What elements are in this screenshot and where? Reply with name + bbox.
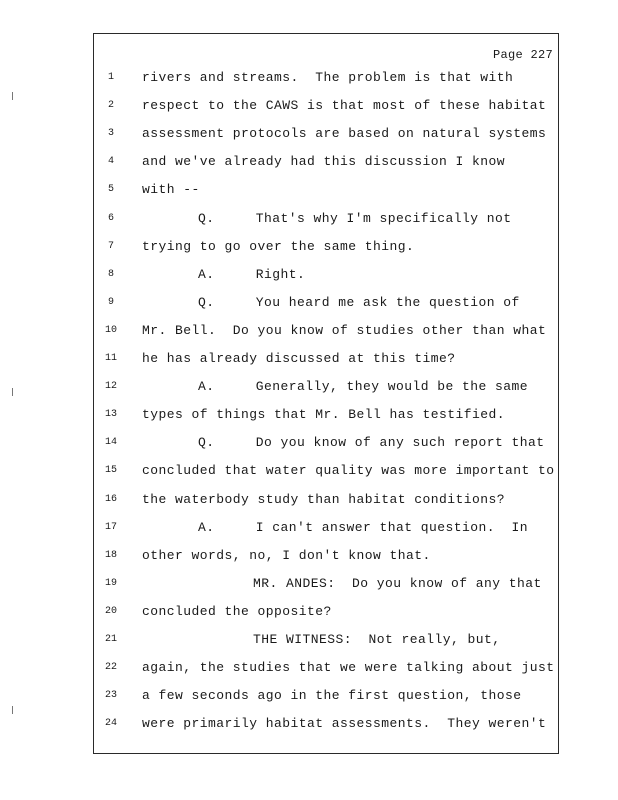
line-text: with -- [142, 182, 200, 198]
transcript-line [94, 377, 558, 397]
line-number: 18 [104, 549, 117, 561]
transcript-page [93, 33, 559, 754]
line-text: a few seconds ago in the first question, those [142, 688, 522, 704]
line-text: MR. ANDES: Do you know of any that [253, 575, 542, 591]
line-number: 21 [104, 634, 117, 645]
page-number: Page 227 [492, 48, 553, 62]
line-text: again, the studies that we were talking about just [142, 660, 555, 676]
line-text: Mr. Bell. Do you know of studies other than what [142, 322, 547, 338]
line-number: 20 [104, 605, 117, 617]
line-number: 6 [107, 212, 114, 224]
line-number: 9 [107, 296, 114, 308]
line-text: other words, no, I don't know that. [142, 547, 431, 563]
transcript-line [94, 349, 558, 369]
line-number: 19 [104, 577, 117, 589]
transcript-line [94, 518, 558, 538]
transcript-line [94, 321, 558, 341]
transcript-line [94, 68, 558, 88]
line-number: 22 [104, 662, 117, 674]
line-text: THE WITNESS: Not really, but, [253, 632, 501, 647]
line-number: 4 [107, 156, 114, 168]
transcript-line [94, 658, 558, 678]
transcript-line [94, 124, 558, 144]
line-text: A. Right. [198, 266, 306, 282]
line-text: Q. That's why I'm specifically not [198, 210, 512, 226]
transcript-line [94, 96, 558, 116]
line-text: concluded the opposite? [142, 603, 332, 619]
transcript-line [94, 602, 558, 622]
line-text: rivers and streams. The problem is that with [142, 70, 514, 85]
transcript-line [94, 293, 558, 313]
line-text: concluded that water quality was more important to [142, 463, 555, 479]
transcript-line [94, 433, 558, 453]
line-number: 24 [104, 718, 117, 730]
line-text: assessment protocols are based on natural systems [142, 126, 547, 142]
line-number: 15 [104, 465, 117, 477]
transcript-line [94, 686, 558, 706]
line-number: 16 [104, 493, 117, 505]
transcript-line [94, 714, 558, 734]
line-number: 23 [104, 690, 117, 702]
transcript-line [94, 180, 558, 200]
line-text: types of things that Mr. Bell has testified. [142, 407, 506, 423]
line-text: were primarily habitat assessments. They weren't [142, 716, 547, 732]
transcript-line [94, 265, 558, 285]
line-number: 11 [104, 353, 117, 364]
transcript-line [94, 630, 558, 650]
line-number: 1 [107, 72, 114, 83]
transcript-line [94, 152, 558, 172]
transcript-line [94, 574, 558, 594]
line-text: A. Generally, they would be the same [198, 379, 529, 395]
line-text: Q. Do you know of any such report that [198, 435, 545, 451]
margin-hole-mark [12, 92, 16, 100]
line-number: 12 [104, 381, 117, 393]
transcript-line [94, 405, 558, 425]
line-number: 8 [107, 268, 114, 280]
line-text: the waterbody study than habitat conditions? [142, 491, 506, 507]
line-text: trying to go over the same thing. [142, 238, 415, 254]
line-number: 17 [104, 521, 117, 533]
transcript-line [94, 209, 558, 229]
line-number: 5 [107, 184, 114, 196]
line-text: Q. You heard me ask the question of [198, 294, 520, 310]
margin-hole-mark [12, 388, 16, 396]
line-number: 2 [107, 100, 114, 112]
line-number: 10 [104, 324, 117, 336]
margin-hole-mark [12, 706, 16, 714]
line-number: 13 [104, 409, 117, 421]
transcript-line [94, 490, 558, 510]
line-text: A. I can't answer that question. In [198, 519, 529, 535]
transcript-line [94, 461, 558, 481]
transcript-line [94, 237, 558, 257]
transcript-line [94, 546, 558, 566]
line-number: 14 [104, 437, 117, 449]
line-number: 3 [107, 128, 114, 140]
line-text: respect to the CAWS is that most of these habitat [142, 98, 547, 114]
line-text: he has already discussed at this time? [142, 351, 456, 366]
line-text: and we've already had this discussion I know [142, 154, 506, 170]
line-number: 7 [107, 240, 114, 252]
